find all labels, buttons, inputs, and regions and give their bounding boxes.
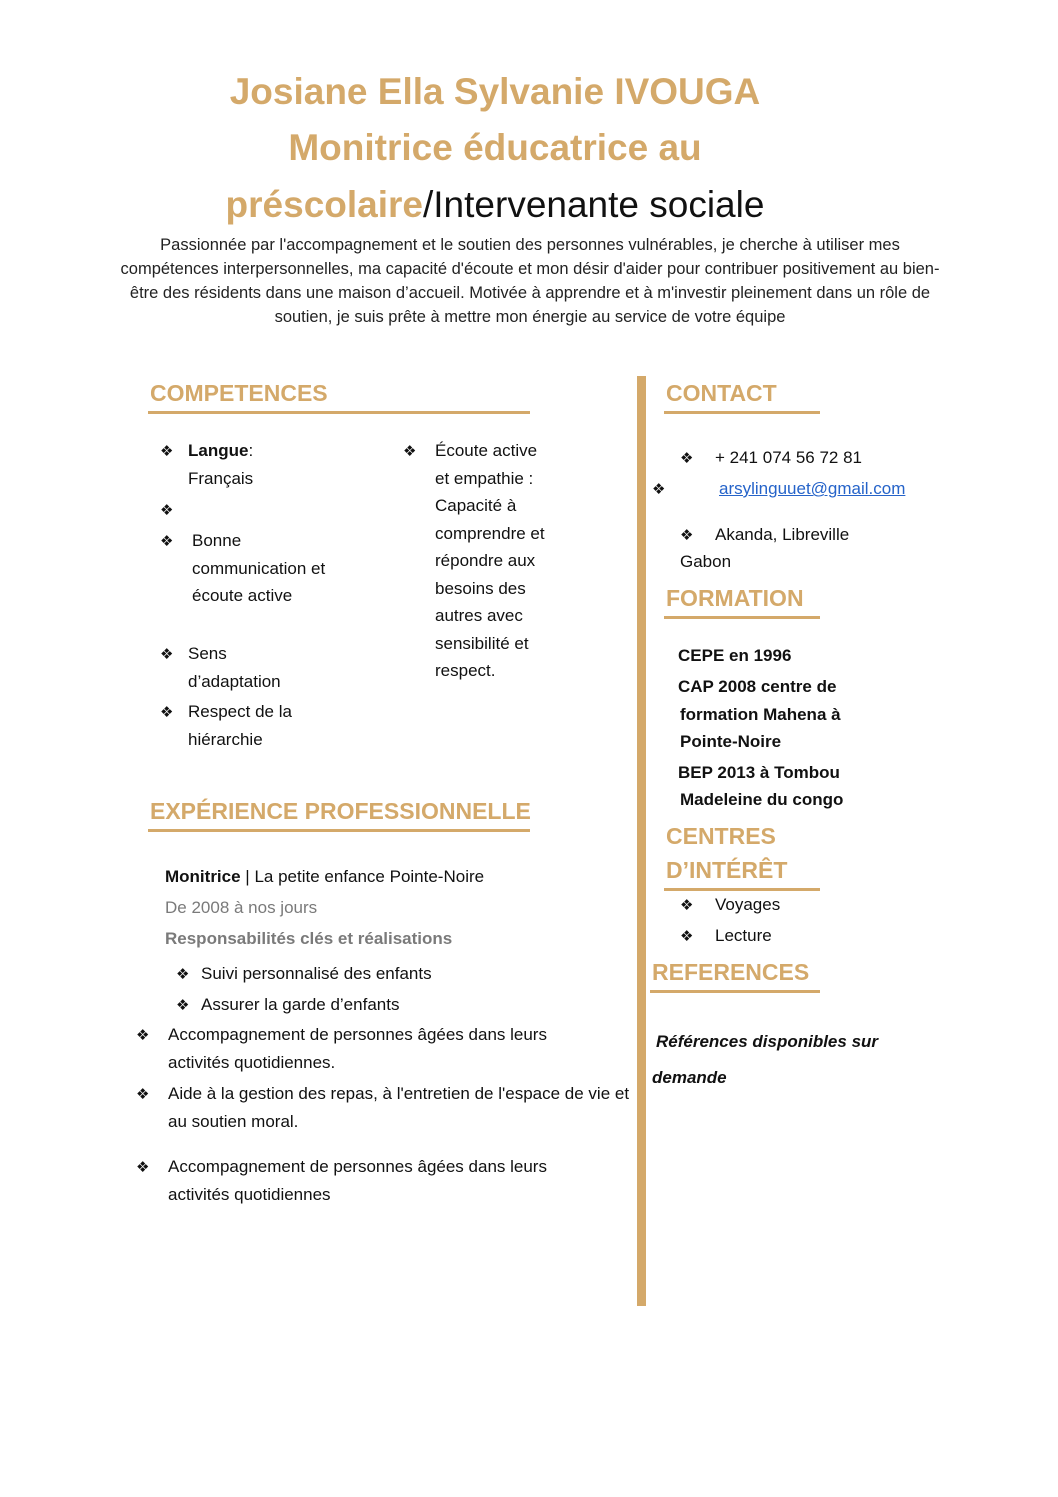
diamond-bullet-icon: ❖ <box>403 443 417 460</box>
formation-item: CAP 2008 centre de <box>678 677 837 696</box>
candidate-name: Josiane Ella Sylvanie IVOUGA <box>229 71 761 112</box>
skill-langue-label: Langue <box>188 441 249 460</box>
references-heading: REFERENCES <box>652 959 810 985</box>
job-dates: De 2008 à nos jours <box>165 898 318 917</box>
profile-summary: Passionnée par l'accompagnement et le soutien des personnes vulnérables, je cherche à utiliser mes compétences interpersonnelles, ma capacité d'écoute et mon désir d'aider pour contribuer positivement au bien-être des résidents dans une maison d’accueil. Motivée à apprendre et à m'investir pleinement dans un rôle de soutien, je suis prête à mettre mon énergie au service de votre équipe <box>120 236 940 326</box>
formation-item: CEPE en 1996 <box>678 646 792 665</box>
job-separator: | <box>240 867 255 886</box>
contact-rule <box>664 411 820 414</box>
contact-address-line-2: Gabon <box>680 552 732 571</box>
job-title-gold: préscolaire <box>225 184 423 225</box>
diamond-bullet-icon: ❖ <box>680 450 694 467</box>
references-rule <box>650 990 820 993</box>
job-title-line-2 <box>0 183 990 227</box>
job-subheading: Responsabilités clés et réalisations <box>165 929 453 948</box>
diamond-bullet-icon: ❖ <box>160 646 174 663</box>
skill-ecoute: Écoute active et empathie : Capacité à comprendre et répondre aux besoins des autres avec sensibilité et respect. <box>435 441 545 680</box>
job-title-line-1: Monitrice éducatrice au <box>288 127 702 168</box>
diamond-bullet-icon: ❖ <box>160 502 174 519</box>
interests-heading-line-2: D’INTÉRÊT <box>666 857 788 883</box>
skill-communication: Bonne communication et écoute active <box>192 531 326 605</box>
interest-item: Voyages <box>715 895 781 914</box>
column-divider <box>637 376 646 1306</box>
diamond-bullet-icon: ❖ <box>136 1027 150 1044</box>
experience-item: Suivi personnalisé des enfants <box>201 964 432 983</box>
contact-phone: + 241 074 56 72 81 <box>715 448 862 467</box>
formation-item: Pointe-Noire <box>680 732 782 751</box>
job-employer: La petite enfance Pointe-Noire <box>254 867 485 886</box>
diamond-bullet-icon: ❖ <box>652 481 666 498</box>
experience-item: Assurer la garde d’enfants <box>201 995 400 1014</box>
diamond-bullet-icon: ❖ <box>160 704 174 721</box>
skill-adaptation: Sens d’adaptation <box>188 644 281 691</box>
job-title: Monitrice <box>165 867 241 886</box>
formation-heading: FORMATION <box>666 585 804 611</box>
skill-hierarchie: Respect de la hiérarchie <box>188 702 292 749</box>
skill-langue <box>188 437 253 465</box>
skill-langue-colon: : <box>248 441 254 460</box>
diamond-bullet-icon: ❖ <box>680 928 694 945</box>
experience-heading: EXPÉRIENCE PROFESSIONNELLE <box>150 798 531 824</box>
diamond-bullet-icon: ❖ <box>680 527 694 544</box>
diamond-bullet-icon: ❖ <box>680 897 694 914</box>
competences-rule <box>148 411 530 414</box>
experience-item: Accompagnement de personnes âgées dans leurs activités quotidiennes. <box>168 1025 547 1072</box>
formation-item: BEP 2013 à Tombou <box>678 763 840 782</box>
formation-item: Madeleine du congo <box>680 790 844 809</box>
diamond-bullet-icon: ❖ <box>136 1159 150 1176</box>
contact-email-link[interactable]: arsylinguuet@gmail.com <box>719 479 906 498</box>
job-line <box>165 863 484 891</box>
diamond-bullet-icon: ❖ <box>176 966 190 983</box>
skill-langue-value: Français <box>188 469 254 488</box>
formation-item: formation Mahena à <box>680 705 841 724</box>
diamond-bullet-icon: ❖ <box>160 533 174 550</box>
competences-heading: COMPETENCES <box>150 380 328 406</box>
contact-address-line-1: Akanda, Libreville <box>715 525 850 544</box>
diamond-bullet-icon: ❖ <box>176 997 190 1014</box>
experience-item: Aide à la gestion des repas, à l'entretien de l'espace de vie et au soutien moral. <box>168 1084 630 1131</box>
references-line-2: demande <box>652 1068 727 1087</box>
formation-rule <box>664 616 820 619</box>
experience-rule <box>148 829 530 832</box>
diamond-bullet-icon: ❖ <box>160 443 174 460</box>
interests-heading-line-1: CENTRES <box>666 823 776 849</box>
experience-item: Accompagnement de personnes âgées dans leurs activités quotidiennes <box>168 1157 547 1204</box>
job-title-black: /Intervenante sociale <box>423 184 765 225</box>
references-line-1: Références disponibles sur <box>656 1032 879 1051</box>
contact-heading: CONTACT <box>666 380 777 406</box>
diamond-bullet-icon: ❖ <box>136 1086 150 1103</box>
interest-item: Lecture <box>715 926 772 945</box>
